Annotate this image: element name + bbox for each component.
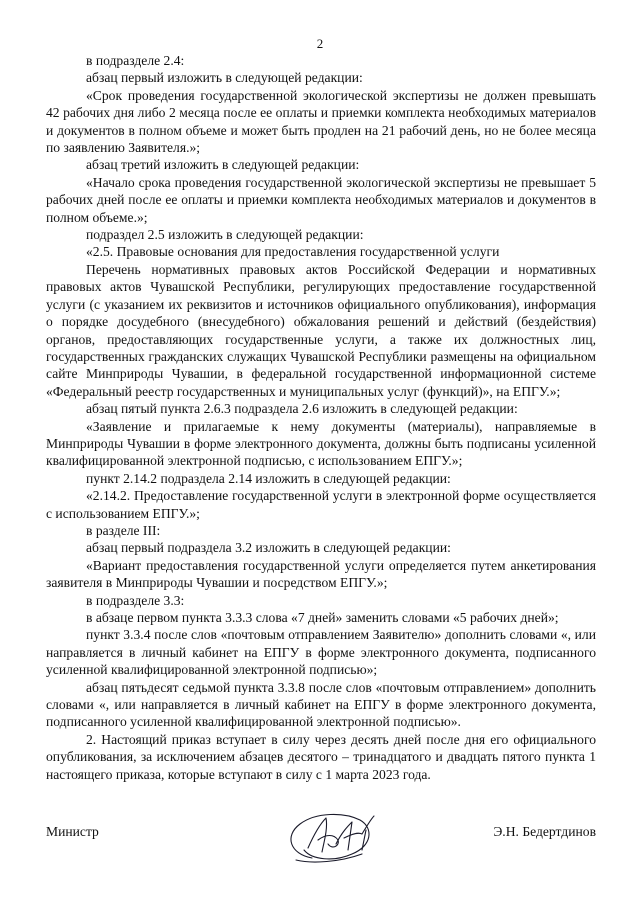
paragraph: абзац третий изложить в следующей редакции:: [86, 157, 360, 173]
paragraph: подраздел 2.5 изложить в следующей редакции:: [86, 227, 364, 243]
paragraph: абзац пятый пункта 2.6.3 подраздела 2.6 изложить в следующей редакции:: [86, 401, 518, 417]
paragraph: «2.14.2. Предоставление государственной услуги в электронной форме осуществляется с использованием ЕПГУ.»;: [46, 488, 596, 521]
paragraph: в подразделе 3.3:: [86, 592, 185, 608]
paragraph: пункт 2.14.2 подраздела 2.14 изложить в следующей редакции:: [86, 470, 451, 486]
paragraph: Перечень нормативных правовых актов Российской Федерации и нормативных правовых актов Чувашской Республики, регулирующих предоставление государственной услуги (с указанием их реквизитов и источников официального опубликования), информация о порядке досудебного (внесудебного) обжалования решений и действий (бездействия) органов, предоставляющих государственные услуги, а также их должностных лиц, государственных гражданских служащих Чувашской Республики размещены на официальном сайте Минприроды Чувашии, в федеральной государственной информационной системе «Федеральный реестр государственных и муниципальных услуг (функций)», на ЕПГУ.»;: [46, 261, 596, 399]
paragraph: абзац первый подраздела 3.2 изложить в следующей редакции:: [86, 540, 451, 556]
paragraph: «Срок проведения государственной экологической экспертизы не должен превышать 42 рабочих дня либо 2 месяца после ее оплаты и приемки комплекта необходимых материалов и документов в полном объеме и может быть продлен на 21 рабочий день, но не более месяца по заявлению Заявителя.»;: [46, 87, 596, 156]
paragraph: «2.5. Правовые основания для предоставления государственной услуги: [86, 244, 500, 260]
paragraph: в подразделе 2.4:: [86, 53, 185, 68]
document-body: [46, 52, 596, 783]
page-number: 2: [316, 36, 324, 51]
paragraph: 2. Настоящий приказ вступает в силу через десять дней после дня его официального опубликования, за исключением абзацев десятого – тринадцатого и двадцать пятого пункта 1 настоящего приказа, которые вступают в силу с 1 марта 2023 года.: [46, 731, 596, 782]
paragraph: в абзаце первом пункта 3.3.3 слова «7 дней» заменить словами «5 рабочих дней»;: [86, 610, 559, 625]
handwritten-signature: [282, 810, 382, 866]
paragraph: в разделе III:: [86, 522, 161, 538]
paragraph: «Заявление и прилагаемые к нему документы (материалы), направляемые в Минприроды Чувашии в форме электронного документа, должны быть подписаны усиленной квалифицированной электронной подписью, с использованием ЕПГУ.»;: [46, 418, 596, 469]
signatory-name: Э.Н. Бедертдинов: [493, 824, 596, 839]
paragraph: абзац пятьдесят седьмой пункта 3.3.8 после слов «почтовым отправлением» дополнить словами «, или направляется в личный кабинет на ЕПГУ в форме электронного документа, подписанного усиленной квалифицированной электронной подписью».: [46, 679, 596, 730]
signature-block: [46, 824, 596, 864]
paragraph: абзац первый изложить в следующей редакции:: [86, 70, 363, 86]
paragraph: «Вариант предоставления государственной услуги определяется путем анкетирования заявителя в Минприроды Чувашии и посредством ЕПГУ.»;: [46, 557, 596, 591]
paragraph: «Начало срока проведения государственной экологической экспертизы не превышает 5 рабочих дней после ее оплаты и приемки комплекта необходимых материалов и документов в полном объеме.»;: [46, 174, 596, 225]
signatory-position: Министр: [46, 824, 99, 839]
paragraph: пункт 3.3.4 после слов «почтовым отправлением Заявителю» дополнить словами «, или направляется в личный кабинет на ЕПГУ в форме электронного документа, подписанного усиленной квалифицированной электронной подписью»;: [46, 627, 596, 678]
